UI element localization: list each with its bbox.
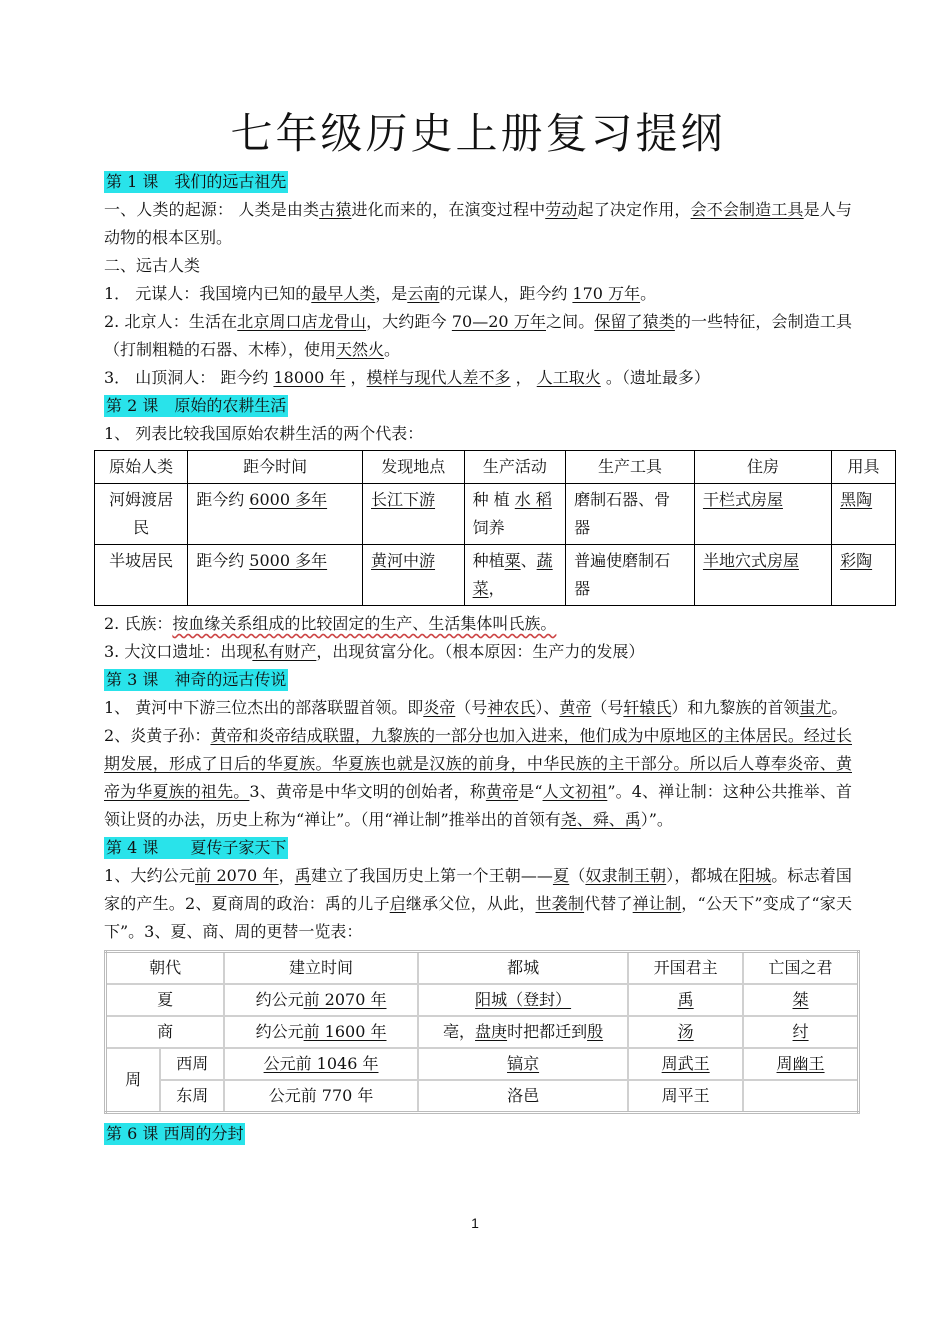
table-header: 生产工具 [566, 451, 695, 484]
page-title: 七年级历史上册复习提纲 [230, 109, 726, 158]
table-cell: 亳，盘庚时把都迁到殷 [418, 1016, 628, 1048]
table-cell: 周平王 [628, 1080, 743, 1113]
table-cell: 东周 [160, 1080, 224, 1113]
table-cell: 西周 [160, 1048, 224, 1080]
table-header: 亡国之君 [743, 952, 858, 985]
lesson-4-heading: 第 4 课 夏传子家天下 [106, 838, 287, 857]
table-cell: 长江下游 [363, 484, 465, 545]
table-row [95, 545, 896, 606]
table-header: 生产活动 [464, 451, 566, 484]
table-cell: 公元前 1046 年 [224, 1048, 418, 1080]
table-header: 住房 [694, 451, 831, 484]
table-cell: 汤 [628, 1016, 743, 1048]
xia-paragraph: 1、大约公元前 2070 年，禹建立了我国历史上第一个王朝——夏（奴隶制王朝），都城在阳城。标志着国家的产生。2、夏商周的政治：禹的儿子启继承父位，从此，世袭制代替了禅让制，“公天下”变成了“家天下”。3、夏、商、周的更替一览表： [104, 866, 852, 941]
table-cell: 禹 [628, 984, 743, 1016]
table-cell: 夏 [106, 984, 225, 1016]
table-row [106, 1016, 859, 1048]
table-cell: 周武王 [628, 1048, 743, 1080]
lesson-3-heading: 第 3 课 神奇的远古传说 [106, 670, 287, 689]
clan-paragraph: 2. 氏族：按血缘关系组成的比较固定的生产、生活集体叫氏族。 [104, 614, 557, 633]
table-cell: 干栏式房屋 [694, 484, 831, 545]
table-cell: 半坡居民 [95, 545, 188, 606]
yanhuang-paragraph: 2、炎黄子孙：黄帝和炎帝结成联盟，九黎族的一部分也加入进来，他们成为中原地区的主体居民。经过长期发展，形成了日后的华夏族。华夏族也就是汉族的前身，中华民族的主干部分。所以后人尊奉炎帝、黄帝为华夏族的祖先。3、黄帝是中华文明的创始者，称黄帝是“人文初祖”。4、禅让制：这种公共推举、首领让贤的办法，历史上称为“禅让”。（用“禅让制”推举出的首领有尧、舜、禹）”。 [104, 726, 852, 829]
table-header: 都城 [418, 952, 628, 985]
table-cell: 距今约 5000 多年 [188, 545, 363, 606]
table-header: 原始人类 [95, 451, 188, 484]
table-header-row [106, 952, 859, 985]
table-cell: 河姆渡居民 [95, 484, 188, 545]
dawenkou-paragraph: 3. 大汶口遗址：出现私有财产，出现贫富分化。（根本原因：生产力的发展） [104, 642, 645, 661]
table-cell: 黑陶 [832, 484, 896, 545]
section-ancient-humans: 二、远古人类 [104, 256, 201, 275]
table-cell: 普遍使磨制石器 [566, 545, 695, 606]
table-cell: 镐京 [418, 1048, 628, 1080]
table-header: 发现地点 [363, 451, 465, 484]
table-cell: 种 植 水 稻 饲养 [464, 484, 566, 545]
table-header: 距今时间 [188, 451, 363, 484]
table-cell: 距今约 6000 多年 [188, 484, 363, 545]
table-header-row [95, 451, 896, 484]
table-cell: 约公元前 1600 年 [224, 1016, 418, 1048]
table-cell: 周幽王 [743, 1048, 858, 1080]
table-row [95, 484, 896, 545]
table-cell: 纣 [743, 1016, 858, 1048]
table-header: 用具 [832, 451, 896, 484]
yuanmou-paragraph: 1． 元谋人：我国境内已知的最早人类，是云南的元谋人，距今约 170 万年。 [104, 284, 657, 303]
table-cell: 磨制石器、骨器 [566, 484, 695, 545]
table-header: 开国君主 [628, 952, 743, 985]
table-header: 朝代 [106, 952, 225, 985]
table-cell: 黄河中游 [363, 545, 465, 606]
table-cell: 约公元前 2070 年 [224, 984, 418, 1016]
table-cell: 彩陶 [832, 545, 896, 606]
dynasty-table [104, 950, 860, 1114]
shanding-paragraph: 3． 山顶洞人： 距今约 18000 年 ，模样与现代人差不多 ， 人工取火 。（遗址最多） [104, 368, 710, 387]
farming-table [94, 450, 896, 606]
lesson-2-heading: 第 2 课 原始的农耕生活 [106, 396, 287, 415]
beijing-paragraph: 2. 北京人：生活在北京周口店龙骨山，大约距今 70—20 万年之间。保留了猿类的一些特征，会制造工具（打制粗糙的石器、木棒），使用天然火。 [104, 312, 852, 359]
farming-intro: 1、 列表比较我国原始农耕生活的两个代表： [104, 424, 424, 443]
table-row [106, 1080, 859, 1113]
lesson-6-heading: 第 6 课 西周的分封 [106, 1124, 244, 1143]
lesson-1-heading: 第 1 课 我们的远古祖先 [106, 172, 287, 191]
table-cell: 商 [106, 1016, 225, 1048]
table-header: 建立时间 [224, 952, 418, 985]
table-cell: 公元前 770 年 [224, 1080, 418, 1113]
table-cell [743, 1080, 858, 1113]
table-cell: 洛邑 [418, 1080, 628, 1113]
table-cell: 种植粟、蔬菜， [464, 545, 566, 606]
table-cell: 阳城（登封） [418, 984, 628, 1016]
table-cell: 桀 [743, 984, 858, 1016]
table-row [106, 984, 859, 1016]
table-cell: 周 [106, 1048, 161, 1113]
legend-leaders-paragraph: 1、 黄河中下游三位杰出的部落联盟首领。即炎帝（号神农氏）、黄帝（号轩辕氏）和九黎族的首领蚩尤。 [104, 698, 848, 717]
table-cell: 半地穴式房屋 [694, 545, 831, 606]
document-page [104, 104, 880, 1148]
origin-paragraph: 一、人类的起源： 人类是由类古猿进化而来的，在演变过程中劳动起了决定作用，会不会制造工具是人与动物的根本区别。 [104, 200, 852, 247]
page-number: 1 [471, 1215, 479, 1231]
table-row [106, 1048, 859, 1080]
